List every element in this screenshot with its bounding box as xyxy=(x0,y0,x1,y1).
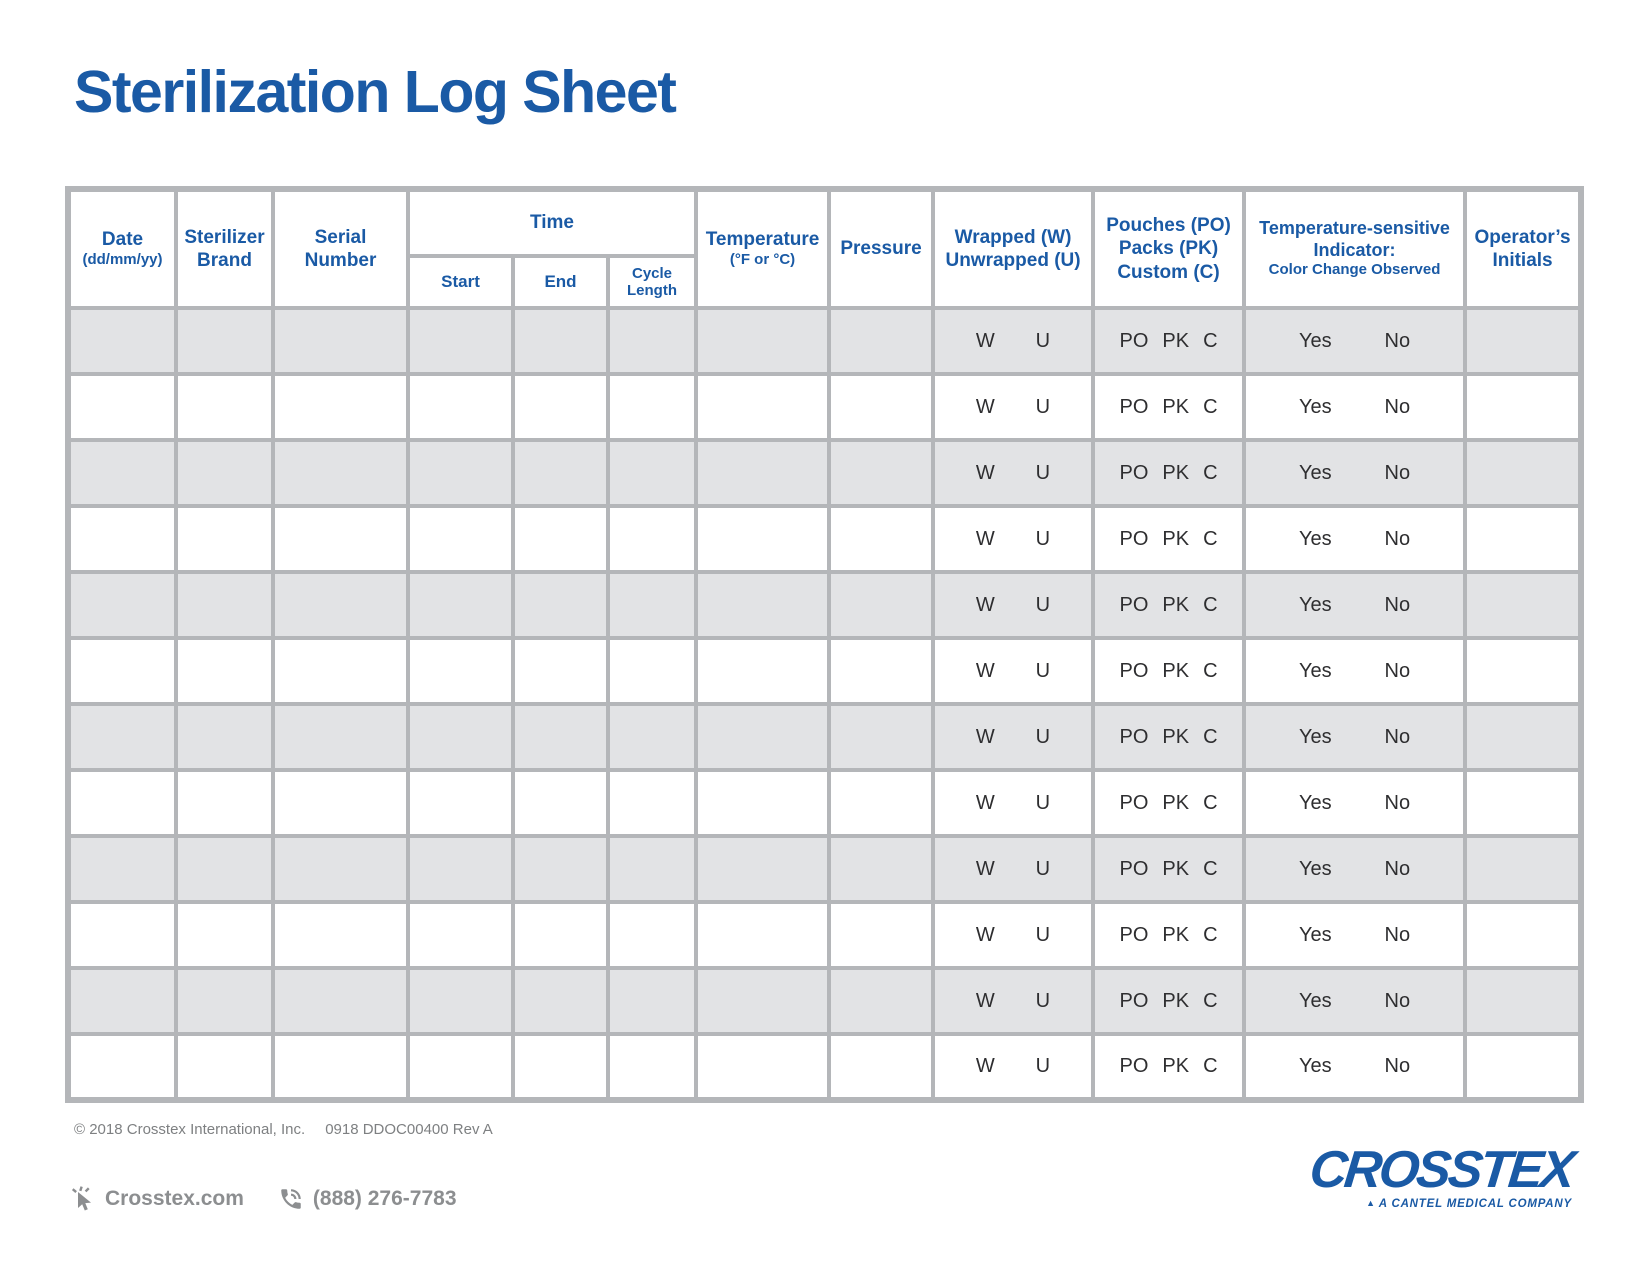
cell-operator-initials xyxy=(1465,1034,1581,1100)
col-header-pressure xyxy=(829,189,933,308)
pressure-label: Pressure xyxy=(840,238,922,260)
temperature-label: Temperature xyxy=(705,229,820,251)
option-packs-pk: PK xyxy=(1162,395,1190,418)
cell-wrapped-unwrapped xyxy=(933,836,1093,902)
option-packs-pk: PK xyxy=(1162,857,1190,880)
cell-wrapped-unwrapped xyxy=(933,902,1093,968)
cycle-label-line2: Length xyxy=(627,282,678,299)
cell-wrapped-unwrapped xyxy=(933,704,1093,770)
cell-time-start xyxy=(408,704,513,770)
option-pouches-po: PO xyxy=(1119,659,1149,682)
option-no: No xyxy=(1384,923,1411,946)
cell-date xyxy=(68,506,176,572)
date-format-label: (dd/mm/yy) xyxy=(82,251,163,269)
cell-wrapped-unwrapped xyxy=(933,638,1093,704)
option-wrapped-w: W xyxy=(975,923,995,946)
cell-wrapped-unwrapped xyxy=(933,968,1093,1034)
option-no: No xyxy=(1384,527,1411,550)
cell-time-start xyxy=(408,836,513,902)
option-wrapped-w: W xyxy=(975,725,995,748)
cell-date xyxy=(68,374,176,440)
cell-pressure xyxy=(829,308,933,374)
cell-serial-number xyxy=(273,704,408,770)
cell-sterilizer-brand xyxy=(176,506,273,572)
cell-sterilizer-brand xyxy=(176,374,273,440)
table-body xyxy=(68,308,1581,1100)
option-unwrapped-u: U xyxy=(1035,527,1051,550)
cell-serial-number xyxy=(273,308,408,374)
cell-sterilizer-brand xyxy=(176,638,273,704)
operator-label-line2: Initials xyxy=(1492,250,1553,271)
cell-sterilizer-brand xyxy=(176,836,273,902)
option-yes: Yes xyxy=(1298,725,1332,748)
cell-time-end xyxy=(513,638,608,704)
cell-serial-number xyxy=(273,1034,408,1100)
cell-temperature xyxy=(696,572,829,638)
cell-sterilizer-brand xyxy=(176,704,273,770)
option-no: No xyxy=(1384,1055,1411,1077)
table-header xyxy=(68,189,1581,308)
website-group xyxy=(70,1185,244,1212)
cell-date xyxy=(68,638,176,704)
cell-pressure xyxy=(829,572,933,638)
cell-operator-initials xyxy=(1465,770,1581,836)
cell-time-end xyxy=(513,704,608,770)
cell-indicator-observed xyxy=(1244,506,1465,572)
table-row xyxy=(68,704,1581,770)
option-yes: Yes xyxy=(1298,791,1332,814)
option-yes: Yes xyxy=(1298,395,1332,418)
option-unwrapped-u: U xyxy=(1035,989,1051,1012)
table-row xyxy=(68,308,1581,374)
cell-operator-initials xyxy=(1465,902,1581,968)
option-no: No xyxy=(1384,791,1411,814)
option-pouches-po: PO xyxy=(1119,725,1149,748)
option-packs-pk: PK xyxy=(1162,461,1190,484)
cell-date xyxy=(68,572,176,638)
col-header-date xyxy=(68,189,176,308)
page-title: Sterilization Log Sheet xyxy=(74,59,676,125)
cell-pressure xyxy=(829,968,933,1034)
option-wrapped-w: W xyxy=(975,527,995,550)
cell-time-start xyxy=(408,638,513,704)
option-yes: Yes xyxy=(1298,1055,1332,1077)
cell-pouches-packs-custom xyxy=(1093,968,1244,1034)
cell-cycle-length xyxy=(608,968,696,1034)
cell-indicator-observed xyxy=(1244,572,1465,638)
option-wrapped-w: W xyxy=(975,329,995,352)
option-pouches-po: PO xyxy=(1119,989,1149,1012)
option-no: No xyxy=(1384,725,1411,748)
option-unwrapped-u: U xyxy=(1035,659,1051,682)
cell-temperature xyxy=(696,902,829,968)
option-packs-pk: PK xyxy=(1162,923,1190,946)
website-text: Crosstex.com xyxy=(105,1186,244,1210)
cell-temperature xyxy=(696,968,829,1034)
cell-time-start xyxy=(408,440,513,506)
col-header-operator-initials xyxy=(1465,189,1581,308)
option-no: No xyxy=(1384,989,1411,1012)
cell-time-end xyxy=(513,836,608,902)
cell-indicator-observed xyxy=(1244,638,1465,704)
end-label: End xyxy=(544,271,577,291)
indicator-sublabel: Color Change Observed xyxy=(1268,261,1441,279)
option-yes: Yes xyxy=(1298,857,1332,880)
option-yes: Yes xyxy=(1298,923,1332,946)
cell-time-start xyxy=(408,770,513,836)
cell-operator-initials xyxy=(1465,638,1581,704)
cell-temperature xyxy=(696,506,829,572)
cell-pressure xyxy=(829,374,933,440)
cell-date xyxy=(68,440,176,506)
cell-time-end xyxy=(513,968,608,1034)
cell-time-start xyxy=(408,902,513,968)
cell-temperature xyxy=(696,836,829,902)
cell-pouches-packs-custom xyxy=(1093,638,1244,704)
cell-temperature xyxy=(696,770,829,836)
option-yes: Yes xyxy=(1298,659,1332,682)
option-pouches-po: PO xyxy=(1119,857,1149,880)
option-wrapped-w: W xyxy=(975,1055,995,1077)
date-label: Date xyxy=(101,229,144,251)
cell-date xyxy=(68,836,176,902)
unwrapped-label: Unwrapped (U) xyxy=(945,250,1081,271)
phone-group xyxy=(278,1186,457,1212)
cell-indicator-observed xyxy=(1244,770,1465,836)
triangle-mark-icon: ▲ xyxy=(1366,1198,1376,1208)
option-pouches-po: PO xyxy=(1119,461,1149,484)
cell-time-start xyxy=(408,1034,513,1100)
crosstex-logo-wordmark: CROSSTEX xyxy=(1306,1141,1576,1199)
option-custom-c: C xyxy=(1203,329,1218,352)
col-header-indicator xyxy=(1244,189,1465,308)
cell-indicator-observed xyxy=(1244,1034,1465,1100)
cell-time-end xyxy=(513,572,608,638)
table-row xyxy=(68,968,1581,1034)
option-unwrapped-u: U xyxy=(1035,791,1051,814)
cell-pouches-packs-custom xyxy=(1093,770,1244,836)
cell-serial-number xyxy=(273,836,408,902)
table-row xyxy=(68,374,1581,440)
pouches-label: Pouches (PO) xyxy=(1106,215,1231,237)
cell-wrapped-unwrapped xyxy=(933,770,1093,836)
option-unwrapped-u: U xyxy=(1035,857,1051,880)
temperature-units-label: (°F or °C) xyxy=(729,251,796,269)
serial-label-line2: Number xyxy=(304,250,377,271)
option-pouches-po: PO xyxy=(1119,329,1149,352)
indicator-label-line1: Temperature-sensitive xyxy=(1259,218,1450,239)
cycle-label-line1: Cycle xyxy=(632,264,673,282)
option-wrapped-w: W xyxy=(975,659,995,682)
option-custom-c: C xyxy=(1203,1055,1218,1077)
start-label: Start xyxy=(441,271,480,291)
option-unwrapped-u: U xyxy=(1035,395,1051,418)
option-yes: Yes xyxy=(1298,593,1332,616)
cell-serial-number xyxy=(273,902,408,968)
packs-label: Packs (PK) xyxy=(1118,238,1219,260)
custom-label: Custom (C) xyxy=(1117,261,1220,283)
cell-date xyxy=(68,770,176,836)
cell-time-start xyxy=(408,572,513,638)
table-row xyxy=(68,638,1581,704)
option-pouches-po: PO xyxy=(1119,593,1149,616)
log-table xyxy=(65,186,1584,1103)
cell-pouches-packs-custom xyxy=(1093,572,1244,638)
cell-operator-initials xyxy=(1465,440,1581,506)
cell-sterilizer-brand xyxy=(176,572,273,638)
option-packs-pk: PK xyxy=(1162,1055,1190,1077)
cell-operator-initials xyxy=(1465,308,1581,374)
cell-pouches-packs-custom xyxy=(1093,902,1244,968)
table-row xyxy=(68,770,1581,836)
cell-pouches-packs-custom xyxy=(1093,1034,1244,1100)
cell-sterilizer-brand xyxy=(176,770,273,836)
col-header-cycle-length xyxy=(608,256,696,308)
col-header-wrapped-unwrapped xyxy=(933,189,1093,308)
option-no: No xyxy=(1384,395,1411,418)
cell-pouches-packs-custom xyxy=(1093,374,1244,440)
crosstex-logo xyxy=(1306,1141,1576,1210)
option-unwrapped-u: U xyxy=(1035,725,1051,748)
cell-indicator-observed xyxy=(1244,374,1465,440)
col-header-temperature xyxy=(696,189,829,308)
cell-date xyxy=(68,308,176,374)
contact-row xyxy=(70,1185,457,1212)
cell-date xyxy=(68,968,176,1034)
option-packs-pk: PK xyxy=(1162,593,1190,616)
cell-temperature xyxy=(696,704,829,770)
cell-wrapped-unwrapped xyxy=(933,506,1093,572)
option-custom-c: C xyxy=(1203,791,1218,814)
cell-serial-number xyxy=(273,770,408,836)
option-custom-c: C xyxy=(1203,989,1218,1012)
document-number: 0918 DDOC00400 Rev A xyxy=(325,1121,493,1138)
cell-time-start xyxy=(408,968,513,1034)
cell-pressure xyxy=(829,704,933,770)
cell-operator-initials xyxy=(1465,374,1581,440)
cell-serial-number xyxy=(273,572,408,638)
cell-temperature xyxy=(696,638,829,704)
cell-time-end xyxy=(513,902,608,968)
cell-sterilizer-brand xyxy=(176,968,273,1034)
cell-cycle-length xyxy=(608,308,696,374)
option-packs-pk: PK xyxy=(1162,527,1190,550)
cell-date xyxy=(68,902,176,968)
copyright-line xyxy=(74,1121,493,1138)
col-header-time-start xyxy=(408,256,513,308)
cell-temperature xyxy=(696,308,829,374)
option-yes: Yes xyxy=(1298,527,1332,550)
cell-cycle-length xyxy=(608,374,696,440)
brand-label-line2: Brand xyxy=(197,250,252,271)
table-row xyxy=(68,836,1581,902)
option-no: No xyxy=(1384,659,1411,682)
option-unwrapped-u: U xyxy=(1035,329,1051,352)
option-custom-c: C xyxy=(1203,593,1218,616)
cell-sterilizer-brand xyxy=(176,440,273,506)
cell-serial-number xyxy=(273,506,408,572)
option-custom-c: C xyxy=(1203,659,1218,682)
cell-time-end xyxy=(513,440,608,506)
cell-wrapped-unwrapped xyxy=(933,572,1093,638)
cell-pouches-packs-custom xyxy=(1093,506,1244,572)
table-row xyxy=(68,1034,1581,1100)
cell-time-end xyxy=(513,506,608,572)
cell-pressure xyxy=(829,506,933,572)
cell-pouches-packs-custom xyxy=(1093,836,1244,902)
cell-cycle-length xyxy=(608,836,696,902)
phone-icon xyxy=(278,1186,304,1212)
phone-text: (888) 276-7783 xyxy=(312,1186,457,1210)
cell-date xyxy=(68,1034,176,1100)
cell-serial-number xyxy=(273,374,408,440)
option-wrapped-w: W xyxy=(975,461,995,484)
cell-cycle-length xyxy=(608,902,696,968)
col-header-time-end xyxy=(513,256,608,308)
option-packs-pk: PK xyxy=(1162,791,1190,814)
cell-time-end xyxy=(513,308,608,374)
indicator-label-line2: Indicator: xyxy=(1313,239,1396,260)
option-wrapped-w: W xyxy=(975,857,995,880)
cell-pressure xyxy=(829,1034,933,1100)
cell-pouches-packs-custom xyxy=(1093,440,1244,506)
tagline-text: A CANTEL MEDICAL COMPANY xyxy=(1378,1198,1572,1210)
option-no: No xyxy=(1384,329,1411,352)
cell-temperature xyxy=(696,440,829,506)
wrapped-label: Wrapped (W) xyxy=(954,226,1072,248)
cell-cycle-length xyxy=(608,704,696,770)
cell-wrapped-unwrapped xyxy=(933,374,1093,440)
cell-cycle-length xyxy=(608,572,696,638)
cell-sterilizer-brand xyxy=(176,1034,273,1100)
option-custom-c: C xyxy=(1203,395,1218,418)
option-packs-pk: PK xyxy=(1162,989,1190,1012)
option-pouches-po: PO xyxy=(1119,1055,1149,1077)
option-packs-pk: PK xyxy=(1162,329,1190,352)
cell-pressure xyxy=(829,770,933,836)
cell-serial-number xyxy=(273,440,408,506)
cell-time-end xyxy=(513,770,608,836)
cell-indicator-observed xyxy=(1244,440,1465,506)
cell-pressure xyxy=(829,440,933,506)
cell-indicator-observed xyxy=(1244,902,1465,968)
cell-time-start xyxy=(408,308,513,374)
crosstex-logo-tagline xyxy=(1310,1198,1572,1210)
option-custom-c: C xyxy=(1203,857,1218,880)
option-no: No xyxy=(1384,461,1411,484)
cell-indicator-observed xyxy=(1244,968,1465,1034)
cell-wrapped-unwrapped xyxy=(933,1034,1093,1100)
cell-indicator-observed xyxy=(1244,704,1465,770)
table-row xyxy=(68,572,1581,638)
cell-cycle-length xyxy=(608,506,696,572)
cell-wrapped-unwrapped xyxy=(933,308,1093,374)
cell-operator-initials xyxy=(1465,506,1581,572)
cell-cycle-length xyxy=(608,440,696,506)
time-group-label: Time xyxy=(530,212,575,234)
option-yes: Yes xyxy=(1298,989,1332,1012)
cell-operator-initials xyxy=(1465,836,1581,902)
cell-date xyxy=(68,704,176,770)
cell-pressure xyxy=(829,638,933,704)
cell-time-start xyxy=(408,374,513,440)
option-unwrapped-u: U xyxy=(1035,1055,1051,1077)
cell-serial-number xyxy=(273,638,408,704)
option-pouches-po: PO xyxy=(1119,791,1149,814)
option-unwrapped-u: U xyxy=(1035,461,1051,484)
option-wrapped-w: W xyxy=(975,395,995,418)
option-yes: Yes xyxy=(1298,329,1332,352)
col-header-sterilizer-brand xyxy=(176,189,273,308)
cell-cycle-length xyxy=(608,638,696,704)
option-wrapped-w: W xyxy=(975,791,995,814)
option-custom-c: C xyxy=(1203,461,1218,484)
table-row xyxy=(68,506,1581,572)
brand-label-line1: Sterilizer xyxy=(184,226,265,248)
cell-temperature xyxy=(696,1034,829,1100)
cell-operator-initials xyxy=(1465,572,1581,638)
option-custom-c: C xyxy=(1203,725,1218,748)
cell-pouches-packs-custom xyxy=(1093,704,1244,770)
cell-time-start xyxy=(408,506,513,572)
cell-pressure xyxy=(829,902,933,968)
cell-sterilizer-brand xyxy=(176,308,273,374)
option-packs-pk: PK xyxy=(1162,725,1190,748)
operator-label-line1: Operator’s xyxy=(1474,226,1571,248)
cell-temperature xyxy=(696,374,829,440)
cell-wrapped-unwrapped xyxy=(933,440,1093,506)
cell-cycle-length xyxy=(608,770,696,836)
option-unwrapped-u: U xyxy=(1035,923,1051,946)
table-row xyxy=(68,902,1581,968)
cell-operator-initials xyxy=(1465,704,1581,770)
option-custom-c: C xyxy=(1203,923,1218,946)
cell-pouches-packs-custom xyxy=(1093,308,1244,374)
option-yes: Yes xyxy=(1298,461,1332,484)
cell-cycle-length xyxy=(608,1034,696,1100)
col-header-pouches-packs-custom xyxy=(1093,189,1244,308)
cell-sterilizer-brand xyxy=(176,902,273,968)
cell-indicator-observed xyxy=(1244,836,1465,902)
option-no: No xyxy=(1384,593,1411,616)
option-no: No xyxy=(1384,857,1411,880)
option-packs-pk: PK xyxy=(1162,659,1190,682)
col-header-time-group xyxy=(408,189,696,256)
option-wrapped-w: W xyxy=(975,989,995,1012)
option-wrapped-w: W xyxy=(975,593,995,616)
cell-operator-initials xyxy=(1465,968,1581,1034)
table-row xyxy=(68,440,1581,506)
cell-pressure xyxy=(829,836,933,902)
option-custom-c: C xyxy=(1203,527,1218,550)
col-header-serial-number xyxy=(273,189,408,308)
option-pouches-po: PO xyxy=(1119,395,1149,418)
option-pouches-po: PO xyxy=(1119,527,1149,550)
cell-indicator-observed xyxy=(1244,308,1465,374)
option-pouches-po: PO xyxy=(1119,923,1149,946)
serial-label-line1: Serial xyxy=(314,226,367,248)
cursor-click-icon xyxy=(70,1185,96,1212)
cell-time-end xyxy=(513,374,608,440)
copyright-text: © 2018 Crosstex International, Inc. xyxy=(74,1121,306,1138)
cell-serial-number xyxy=(273,968,408,1034)
cell-time-end xyxy=(513,1034,608,1100)
option-unwrapped-u: U xyxy=(1035,593,1051,616)
